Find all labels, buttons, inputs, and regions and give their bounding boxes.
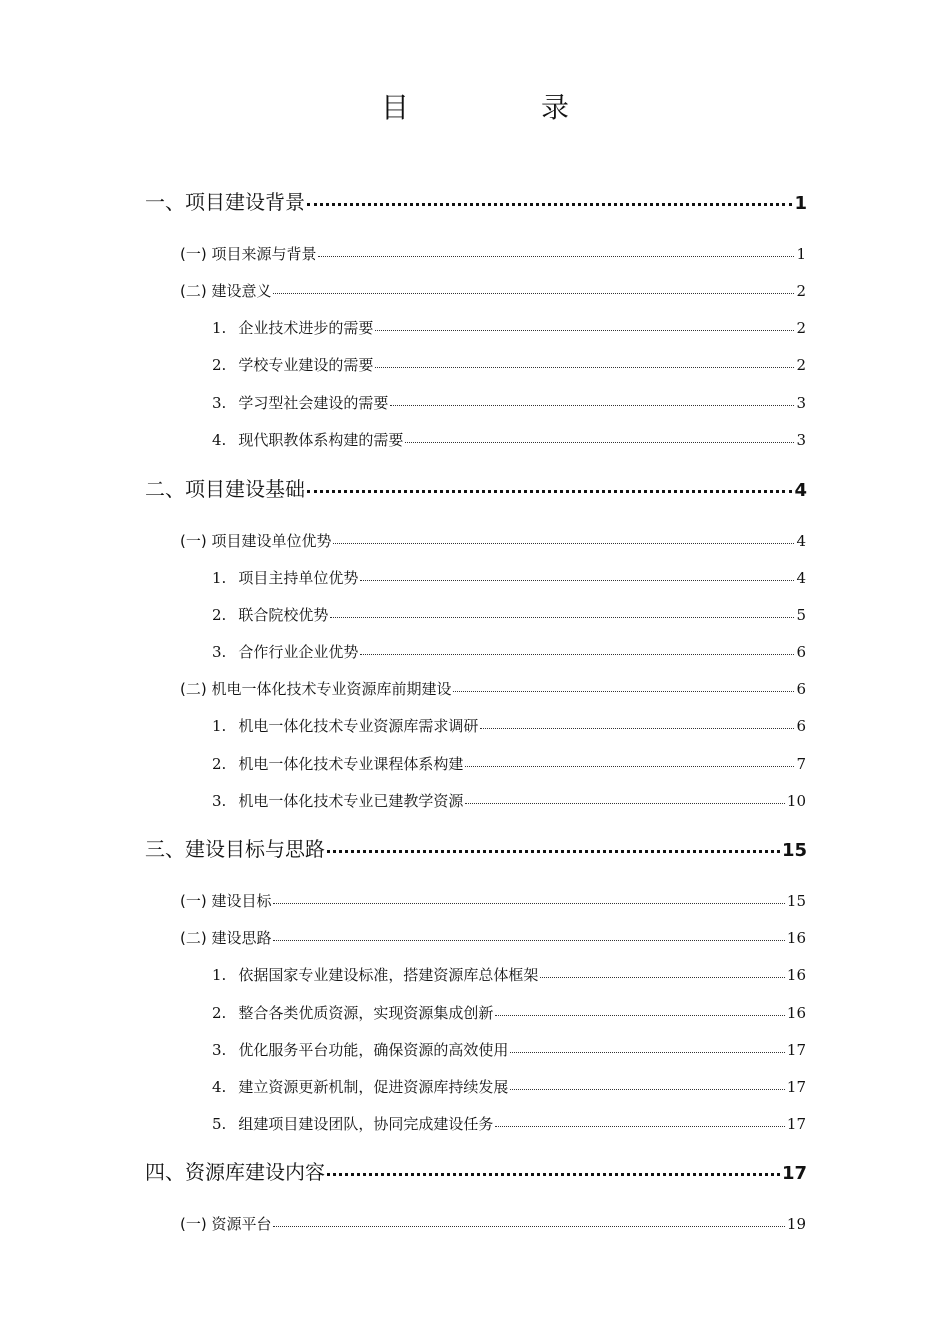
toc-entry-level2[interactable]	[180, 1212, 806, 1236]
toc-entry-label	[212, 752, 463, 776]
toc-leader-dots	[465, 754, 794, 769]
toc-entry-label	[145, 1158, 325, 1186]
toc-entry-text: (一) 建设目标	[180, 892, 272, 910]
toc-entry-text: 二、项目建设基础	[145, 477, 305, 501]
toc-entry-text: 组建项目建设团队，协同完成建设任务	[238, 1115, 494, 1133]
toc-entry-number: 4.	[212, 431, 227, 449]
toc-entry-label	[212, 789, 463, 813]
toc-leader-dots	[307, 476, 792, 496]
toc-entry-number: 1.	[212, 966, 227, 984]
toc-entry-level3[interactable]	[212, 1075, 806, 1099]
toc-page-number: 10	[786, 792, 806, 810]
toc-page-number: 16	[786, 966, 806, 984]
toc-entry-level3[interactable]	[212, 1112, 806, 1136]
toc-leader-dots	[318, 244, 794, 259]
toc-page-number: 5	[796, 606, 806, 624]
toc-entry-text: 整合各类优质资源，实现资源集成创新	[238, 1004, 494, 1022]
toc-entry-text: (一) 项目来源与背景	[180, 245, 317, 263]
toc-entry-level2[interactable]	[180, 529, 806, 553]
toc-entry-text: 现代职教体系构建的需要	[238, 431, 404, 449]
toc-page-number: 4	[796, 532, 806, 550]
toc-leader-dots	[273, 928, 784, 943]
toc-entry-level3[interactable]	[212, 428, 806, 452]
toc-entry-label	[212, 1001, 493, 1025]
toc-entry-label	[180, 242, 316, 266]
toc-entry-label	[212, 963, 538, 987]
toc-page-number: 7	[796, 755, 806, 773]
toc-entry-number: 1.	[212, 717, 227, 735]
toc-entry-label	[212, 714, 478, 738]
toc-entry-level2[interactable]	[180, 242, 806, 266]
toc-entry-level3[interactable]	[212, 640, 806, 664]
toc-entry-level3[interactable]	[212, 391, 806, 415]
toc-leader-dots	[390, 393, 794, 408]
toc-entry-label	[180, 529, 331, 553]
toc-entry-number: 2.	[212, 1004, 227, 1022]
toc-entry-level3[interactable]	[212, 963, 806, 987]
toc-entry-text: (二) 机电一体化技术专业资源库前期建设	[180, 680, 452, 698]
toc-entry-text: 优化服务平台功能，确保资源的高效使用	[238, 1041, 509, 1059]
toc-entry-level3[interactable]	[212, 1001, 806, 1025]
toc-entry-text: 企业技术进步的需要	[238, 319, 374, 337]
toc-entry-label	[212, 1038, 508, 1062]
toc-leader-dots	[273, 891, 784, 906]
toc-entry-level3[interactable]	[212, 566, 806, 590]
toc-leader-dots	[465, 791, 785, 806]
toc-page-number: 17	[786, 1115, 806, 1133]
toc-leader-dots	[307, 189, 792, 209]
toc-entry-label	[212, 640, 358, 664]
toc-entry-level3[interactable]	[212, 353, 806, 377]
toc-entry-level3[interactable]	[212, 714, 806, 738]
toc-entry-text: (一) 项目建设单位优势	[180, 532, 332, 550]
toc-leader-dots	[327, 836, 780, 856]
toc-page-number: 6	[796, 643, 806, 661]
toc-page-number: 2	[796, 319, 806, 337]
toc-entry-text: 建立资源更新机制，促进资源库持续发展	[238, 1078, 509, 1096]
toc-page-number: 17	[786, 1078, 806, 1096]
toc-entry-level3[interactable]	[212, 752, 806, 776]
toc-entry-level3[interactable]	[212, 1038, 806, 1062]
toc-entry-text: (二) 建设思路	[180, 929, 272, 947]
toc-entry-number: 2.	[212, 606, 227, 624]
toc-entry-number: 3.	[212, 1041, 227, 1059]
toc-entry-text: 学校专业建设的需要	[238, 356, 374, 374]
toc-page-number: 17	[786, 1041, 806, 1059]
toc-page-number: 17	[781, 1163, 807, 1184]
toc-page-number: 4	[794, 480, 807, 501]
toc-entry-level1[interactable]	[145, 188, 807, 216]
toc-entry-number: 3.	[212, 394, 227, 412]
toc-entry-label	[180, 279, 271, 303]
toc-entry-label	[212, 316, 373, 340]
toc-entry-level1[interactable]	[145, 835, 807, 863]
toc-entry-label	[145, 475, 305, 503]
toc-leader-dots	[405, 430, 794, 445]
toc-leader-dots	[327, 1159, 780, 1179]
toc-entry-text: 项目主持单位优势	[238, 569, 359, 587]
toc-leader-dots	[360, 642, 794, 657]
toc-entry-text: 机电一体化技术专业课程体系构建	[238, 755, 464, 773]
toc-leader-dots	[540, 965, 785, 980]
toc-entry-number: 1.	[212, 319, 227, 337]
toc-entry-text: 机电一体化技术专业资源库需求调研	[238, 717, 479, 735]
toc-entry-number: 2.	[212, 356, 227, 374]
toc-entry-text: 一、项目建设背景	[145, 190, 305, 214]
toc-entry-label	[180, 889, 271, 913]
toc-page-number: 2	[796, 282, 806, 300]
toc-entry-level3[interactable]	[212, 316, 806, 340]
toc-leader-dots	[360, 568, 794, 583]
toc-leader-dots	[480, 716, 794, 731]
toc-page-number: 4	[796, 569, 806, 587]
toc-page-number: 3	[796, 431, 806, 449]
toc-entry-number: 2.	[212, 755, 227, 773]
toc-entry-level1[interactable]	[145, 475, 807, 503]
toc-entry-text: 联合院校优势	[238, 606, 329, 624]
toc-entry-label	[180, 1212, 271, 1236]
toc-entry-number: 3.	[212, 792, 227, 810]
toc-entry-level3[interactable]	[212, 603, 806, 627]
toc-page-number: 19	[786, 1215, 806, 1233]
toc-leader-dots	[333, 531, 794, 546]
toc-entry-label	[145, 188, 305, 216]
toc-entry-text: (二) 建设意义	[180, 282, 272, 300]
toc-entry-label	[212, 391, 388, 415]
toc-entry-level1[interactable]	[145, 1158, 807, 1186]
toc-leader-dots	[453, 679, 794, 694]
toc-leader-dots	[273, 1214, 784, 1229]
toc-title: 目 录	[380, 91, 621, 124]
toc-entry-number: 4.	[212, 1078, 227, 1096]
toc-page-number: 6	[796, 717, 806, 735]
toc-entry-text: 机电一体化技术专业已建教学资源	[238, 792, 464, 810]
toc-entry-label	[180, 926, 271, 950]
toc-leader-dots	[510, 1077, 785, 1092]
toc-entry-text: 学习型社会建设的需要	[238, 394, 389, 412]
toc-page-number: 16	[786, 1004, 806, 1022]
toc-entry-number: 3.	[212, 643, 227, 661]
toc-entry-label	[212, 603, 328, 627]
toc-entry-level2[interactable]	[180, 279, 806, 303]
toc-entry-label	[212, 1075, 508, 1099]
toc-leader-dots	[510, 1040, 785, 1055]
toc-entry-level2[interactable]	[180, 889, 806, 913]
toc-entry-label	[212, 1112, 493, 1136]
toc-entry-text: 依据国家专业建设标准，搭建资源库总体框架	[238, 966, 539, 984]
toc-page-number: 2	[796, 356, 806, 374]
toc-page-number: 1	[796, 245, 806, 263]
toc-page-number: 15	[781, 840, 807, 861]
toc-entry-text: 四、资源库建设内容	[145, 1160, 325, 1184]
toc-entry-label	[145, 835, 325, 863]
toc-leader-dots	[330, 605, 794, 620]
toc-leader-dots	[375, 318, 794, 333]
toc-page-number: 3	[796, 394, 806, 412]
toc-entry-level2[interactable]	[180, 677, 806, 701]
toc-leader-dots	[495, 1003, 785, 1018]
toc-entry-number: 5.	[212, 1115, 227, 1133]
toc-entry-text: 合作行业企业优势	[238, 643, 359, 661]
toc-leader-dots	[273, 281, 794, 296]
toc-page-number: 6	[796, 680, 806, 698]
toc-entry-number: 1.	[212, 569, 227, 587]
toc-entry-level2[interactable]	[180, 926, 806, 950]
toc-page-number: 1	[794, 193, 807, 214]
toc-entry-label	[212, 353, 373, 377]
toc-entry-label	[180, 677, 451, 701]
toc-leader-dots	[495, 1114, 785, 1129]
toc-entry-label	[212, 566, 358, 590]
toc-entry-label	[212, 428, 403, 452]
toc-leader-dots	[375, 355, 794, 370]
toc-entry-text: (一) 资源平台	[180, 1215, 272, 1233]
toc-page-number: 15	[786, 892, 806, 910]
toc-entry-level3[interactable]	[212, 789, 806, 813]
toc-page-number: 16	[786, 929, 806, 947]
toc-entry-text: 三、建设目标与思路	[145, 837, 325, 861]
